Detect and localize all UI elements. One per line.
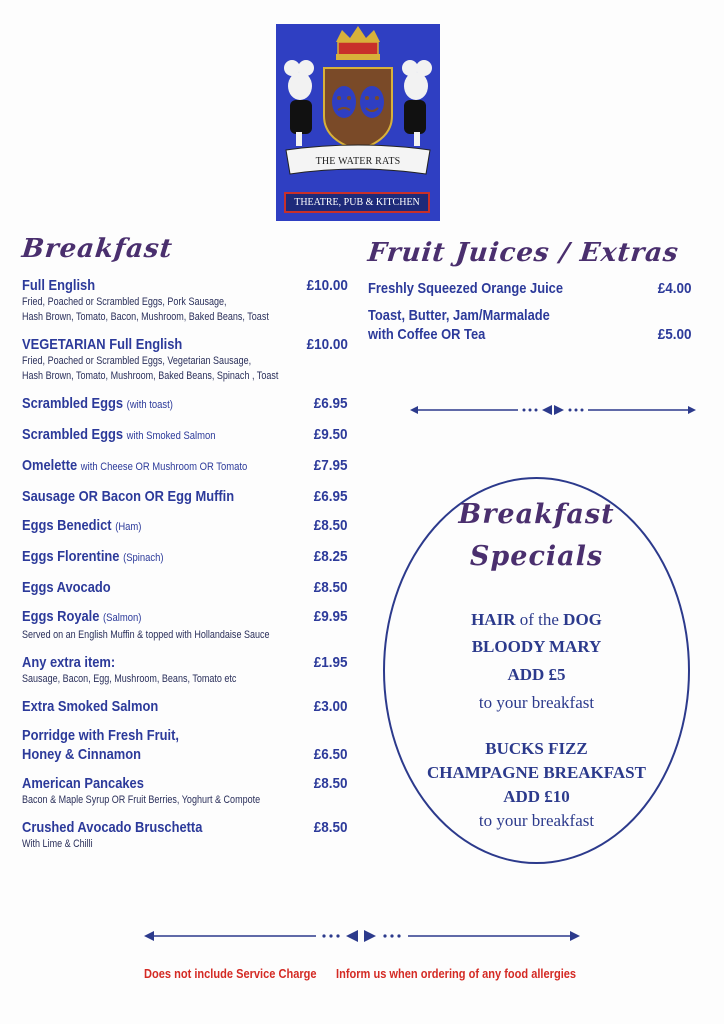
footer-service-charge: Does not include Service Charge xyxy=(144,966,317,981)
special-of-the: of the xyxy=(519,610,559,629)
menu-item-name xyxy=(22,653,115,672)
menu-item-name xyxy=(22,697,158,716)
menu-item-name xyxy=(22,818,202,837)
menu-item xyxy=(22,697,348,716)
menu-item-title: Omelette xyxy=(22,457,78,474)
special-bucks-fizz: BUCKS FIZZ xyxy=(485,739,588,758)
menu-item-price: £10.00 xyxy=(306,277,348,294)
menu-item xyxy=(22,818,348,852)
menu-item-description: Bacon & Maple Syrup OR Fruit Berries, Yoghurt & Compote xyxy=(22,794,261,806)
menu-item-price: £6.50 xyxy=(314,746,348,763)
menu-item-price: £5.00 xyxy=(658,326,692,343)
special-dog: DOG xyxy=(563,610,602,629)
menu-item xyxy=(22,456,348,477)
menu-item xyxy=(22,394,348,415)
juices-menu xyxy=(368,279,692,352)
menu-item xyxy=(22,578,348,597)
menu-item-name xyxy=(22,774,144,793)
menu-item-price: £8.25 xyxy=(314,548,348,565)
menu-item-title: Eggs Benedict xyxy=(22,517,112,534)
menu-item-price: £3.00 xyxy=(314,698,348,715)
menu-item-name xyxy=(22,547,164,568)
menu-item-price: £8.50 xyxy=(314,819,348,836)
menu-item-description: Hash Brown, Tomato, Mushroom, Baked Beans, Spinach , Toast xyxy=(22,370,279,382)
menu-item xyxy=(22,547,348,568)
menu-item-name: Freshly Squeezed Orange Juice xyxy=(368,280,564,297)
logo-tagline: THEATRE, PUB & KITCHEN xyxy=(284,192,430,213)
menu-item-description: Fried, Poached or Scrambled Eggs, Vegetarian Sausage, xyxy=(22,355,252,367)
menu-item-description: With Lime & Chilli xyxy=(22,838,93,850)
menu-item-title: American Pancakes xyxy=(22,775,144,792)
menu-item-price: £6.95 xyxy=(314,395,348,412)
menu-item-title: Scrambled Eggs xyxy=(22,426,124,443)
special-bloody-mary: BLOODY MARY xyxy=(471,637,602,656)
menu-item xyxy=(22,607,348,643)
special-champagne: CHAMPAGNE BREAKFAST xyxy=(427,763,646,782)
menu-item-title: Any extra item: xyxy=(22,654,116,671)
menu-item-name: Porridge with Fresh Fruit, xyxy=(22,727,179,744)
menu-item-title: VEGETARIAN Full English xyxy=(22,336,183,353)
logo-name: THE WATER RATS xyxy=(315,156,401,167)
special-hair-of-dog xyxy=(383,610,690,630)
menu-item-name xyxy=(22,425,216,446)
menu-item-description: Hash Brown, Tomato, Bacon, Mushroom, Baked Beans, Toast xyxy=(22,311,269,323)
menu-item-name xyxy=(22,276,95,295)
menu-item-title: Eggs Avocado xyxy=(22,579,111,596)
ornament-divider-bottom xyxy=(144,927,580,945)
menu-item-title: Sausage OR Bacon OR Egg Muffin xyxy=(22,488,235,505)
menu-item-title: Eggs Florentine xyxy=(22,548,120,565)
menu-item-porridge xyxy=(22,726,348,764)
menu-item-title: Scrambled Eggs xyxy=(22,395,124,412)
menu-item-name xyxy=(22,335,182,354)
menu-item-name xyxy=(22,578,111,597)
menu-item-description: Fried, Poached or Scrambled Eggs, Pork Sausage, xyxy=(22,296,227,308)
menu-item-name-line2: with Coffee OR Tea xyxy=(368,326,486,343)
menu-item-orange-juice xyxy=(368,279,692,298)
menu-item-title: Crushed Avocado Bruschetta xyxy=(22,819,203,836)
menu-item-note: (Ham) xyxy=(115,521,142,533)
specials-title-1: Breakfast xyxy=(458,499,615,530)
menu-item-price: £8.50 xyxy=(314,579,348,596)
menu-item-note: (Salmon) xyxy=(103,612,142,624)
menu-item-name xyxy=(22,607,141,628)
special-hair: HAIR xyxy=(471,610,516,629)
menu-item-price: £9.50 xyxy=(314,426,348,443)
logo xyxy=(276,24,440,221)
menu-item-name-line2: Honey & Cinnamon xyxy=(22,746,141,763)
juices-heading: Fruit Juices / Extras xyxy=(366,238,681,268)
menu-item-name xyxy=(22,516,141,537)
menu-item-price: £9.95 xyxy=(314,608,348,625)
menu-item-title: Full English xyxy=(22,277,96,294)
menu-item-price: £4.00 xyxy=(658,280,692,297)
menu-item-description: Served on an English Muffin & topped with Hollandaise Sauce xyxy=(22,629,270,641)
menu-item-note: (Spinach) xyxy=(123,552,164,564)
special-add-10: ADD £10 xyxy=(503,787,570,806)
menu-item xyxy=(22,335,348,384)
menu-item-title: Extra Smoked Salmon xyxy=(22,698,159,715)
breakfast-menu xyxy=(22,276,348,862)
ornament-divider-top xyxy=(410,402,696,418)
menu-item-name xyxy=(22,456,247,477)
special-to-breakfast-1: to your breakfast xyxy=(478,693,595,712)
special-add-5: ADD £5 xyxy=(507,665,566,684)
menu-item xyxy=(22,276,348,325)
menu-item-description: Sausage, Bacon, Egg, Mushroom, Beans, Tomato etc xyxy=(22,673,237,685)
menu-item-toast xyxy=(368,306,692,344)
menu-item-note: with Smoked Salmon xyxy=(126,430,216,442)
menu-item-price: £8.50 xyxy=(314,517,348,534)
menu-item xyxy=(22,487,348,506)
menu-item-price: £7.95 xyxy=(314,457,348,474)
menu-item-name: Toast, Butter, Jam/Marmalade xyxy=(368,307,550,324)
menu-item xyxy=(22,516,348,537)
breakfast-heading: Breakfast xyxy=(20,234,175,264)
menu-item-name xyxy=(22,487,234,506)
menu-item-price: £10.00 xyxy=(306,336,348,353)
menu-item-note: (with toast) xyxy=(126,399,173,411)
special-to-breakfast-2: to your breakfast xyxy=(478,811,595,830)
menu-item xyxy=(22,425,348,446)
specials-title-2: Specials xyxy=(469,541,604,572)
menu-item xyxy=(22,774,348,808)
menu-item-note: with Cheese OR Mushroom OR Tomato xyxy=(80,461,248,473)
menu-item-price: £6.95 xyxy=(314,488,348,505)
menu-item-price: £8.50 xyxy=(314,775,348,792)
menu-item-title: Eggs Royale xyxy=(22,608,100,625)
footer-allergy-notice: Inform us when ordering of any food allergies xyxy=(336,966,577,981)
menu-item xyxy=(22,653,348,687)
menu-item-price: £1.95 xyxy=(314,654,348,671)
menu-item-name xyxy=(22,394,173,415)
